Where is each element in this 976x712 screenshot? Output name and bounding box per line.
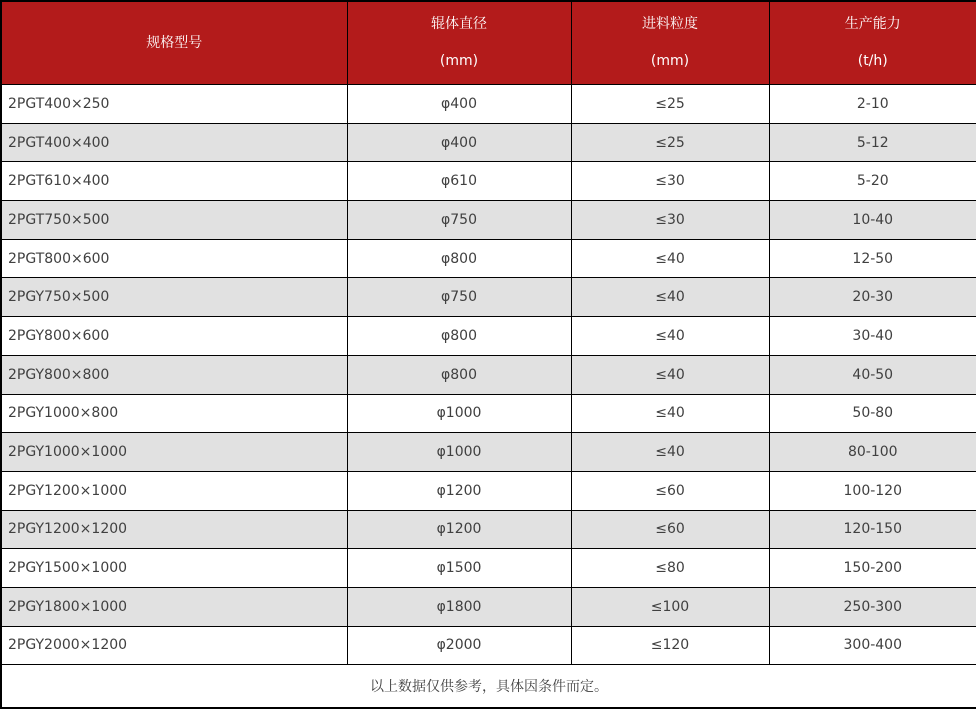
cell-capacity: 5-12 — [769, 123, 976, 162]
cell-feed-size: ≤25 — [571, 123, 769, 162]
cell-feed-size: ≤30 — [571, 162, 769, 201]
table-row — [1, 162, 976, 201]
table-row — [1, 317, 976, 356]
cell-model: 2PGT400×250 — [1, 85, 347, 124]
cell-feed-size: ≤40 — [571, 317, 769, 356]
cell-capacity: 20-30 — [769, 278, 976, 317]
cell-capacity: 300-400 — [769, 626, 976, 665]
cell-feed-size: ≤40 — [571, 355, 769, 394]
cell-roller-diameter: φ400 — [347, 85, 571, 124]
column-header-roller-diameter-unit: (mm) — [439, 53, 479, 69]
cell-model: 2PGY800×800 — [1, 355, 347, 394]
cell-model: 2PGY750×500 — [1, 278, 347, 317]
cell-feed-size: ≤40 — [571, 278, 769, 317]
cell-feed-size: ≤60 — [571, 510, 769, 549]
table-header — [1, 1, 976, 85]
table-row — [1, 85, 976, 124]
cell-capacity: 100-120 — [769, 471, 976, 510]
cell-feed-size: ≤120 — [571, 626, 769, 665]
cell-roller-diameter: φ1800 — [347, 587, 571, 626]
cell-model: 2PGT400×400 — [1, 123, 347, 162]
cell-roller-diameter: φ1200 — [347, 471, 571, 510]
column-header-feed-size-unit: (mm) — [650, 53, 690, 69]
table-row — [1, 355, 976, 394]
table-row — [1, 626, 976, 665]
cell-feed-size: ≤30 — [571, 201, 769, 240]
cell-capacity: 80-100 — [769, 433, 976, 472]
column-header-capacity-label: 生产能力 — [844, 16, 901, 33]
cell-model: 2PGY1200×1200 — [1, 510, 347, 549]
table-row — [1, 278, 976, 317]
cell-roller-diameter: φ1500 — [347, 549, 571, 588]
cell-roller-diameter: φ2000 — [347, 626, 571, 665]
cell-feed-size: ≤25 — [571, 85, 769, 124]
cell-model: 2PGY1000×1000 — [1, 433, 347, 472]
cell-feed-size: ≤40 — [571, 433, 769, 472]
cell-roller-diameter: φ750 — [347, 278, 571, 317]
cell-feed-size: ≤60 — [571, 471, 769, 510]
column-header-model-label: 规格型号 — [146, 34, 203, 51]
cell-roller-diameter: φ1000 — [347, 394, 571, 433]
footer-row — [1, 665, 976, 709]
cell-capacity: 250-300 — [769, 587, 976, 626]
table-footer — [1, 665, 976, 709]
cell-feed-size: ≤100 — [571, 587, 769, 626]
column-header-model — [1, 1, 347, 85]
table-row — [1, 471, 976, 510]
table-row — [1, 394, 976, 433]
cell-capacity: 2-10 — [769, 85, 976, 124]
cell-model: 2PGY2000×1200 — [1, 626, 347, 665]
cell-roller-diameter: φ750 — [347, 201, 571, 240]
column-header-feed-size — [571, 1, 769, 85]
cell-roller-diameter: φ800 — [347, 317, 571, 356]
cell-feed-size: ≤80 — [571, 549, 769, 588]
cell-roller-diameter: φ400 — [347, 123, 571, 162]
table-row — [1, 239, 976, 278]
cell-capacity: 12-50 — [769, 239, 976, 278]
column-header-capacity-unit: (t/h) — [857, 53, 888, 69]
cell-model: 2PGT610×400 — [1, 162, 347, 201]
cell-capacity: 5-20 — [769, 162, 976, 201]
cell-model: 2PGT800×600 — [1, 239, 347, 278]
cell-roller-diameter: φ800 — [347, 355, 571, 394]
cell-roller-diameter: φ1200 — [347, 510, 571, 549]
cell-capacity: 40-50 — [769, 355, 976, 394]
column-header-roller-diameter — [347, 1, 571, 85]
table-row — [1, 201, 976, 240]
column-header-roller-diameter-label: 辊体直径 — [431, 16, 487, 33]
cell-capacity: 10-40 — [769, 201, 976, 240]
column-header-feed-size-label: 进料粒度 — [642, 16, 698, 33]
cell-model: 2PGY1000×800 — [1, 394, 347, 433]
table-footnote: 以上数据仅供参考，具体因条件而定。 — [1, 665, 976, 709]
table-row — [1, 510, 976, 549]
cell-capacity: 150-200 — [769, 549, 976, 588]
cell-model: 2PGY1200×1000 — [1, 471, 347, 510]
table-row — [1, 433, 976, 472]
table-row — [1, 549, 976, 588]
cell-feed-size: ≤40 — [571, 239, 769, 278]
cell-model: 2PGY1800×1000 — [1, 587, 347, 626]
cell-roller-diameter: φ1000 — [347, 433, 571, 472]
cell-feed-size: ≤40 — [571, 394, 769, 433]
table-row — [1, 587, 976, 626]
table-row — [1, 123, 976, 162]
cell-model: 2PGY1500×1000 — [1, 549, 347, 588]
cell-model: 2PGT750×500 — [1, 201, 347, 240]
column-header-capacity — [769, 1, 976, 85]
cell-model: 2PGY800×600 — [1, 317, 347, 356]
cell-capacity: 30-40 — [769, 317, 976, 356]
cell-roller-diameter: φ800 — [347, 239, 571, 278]
header-row — [1, 1, 976, 85]
cell-roller-diameter: φ610 — [347, 162, 571, 201]
cell-capacity: 120-150 — [769, 510, 976, 549]
cell-capacity: 50-80 — [769, 394, 976, 433]
table-body — [1, 85, 976, 665]
